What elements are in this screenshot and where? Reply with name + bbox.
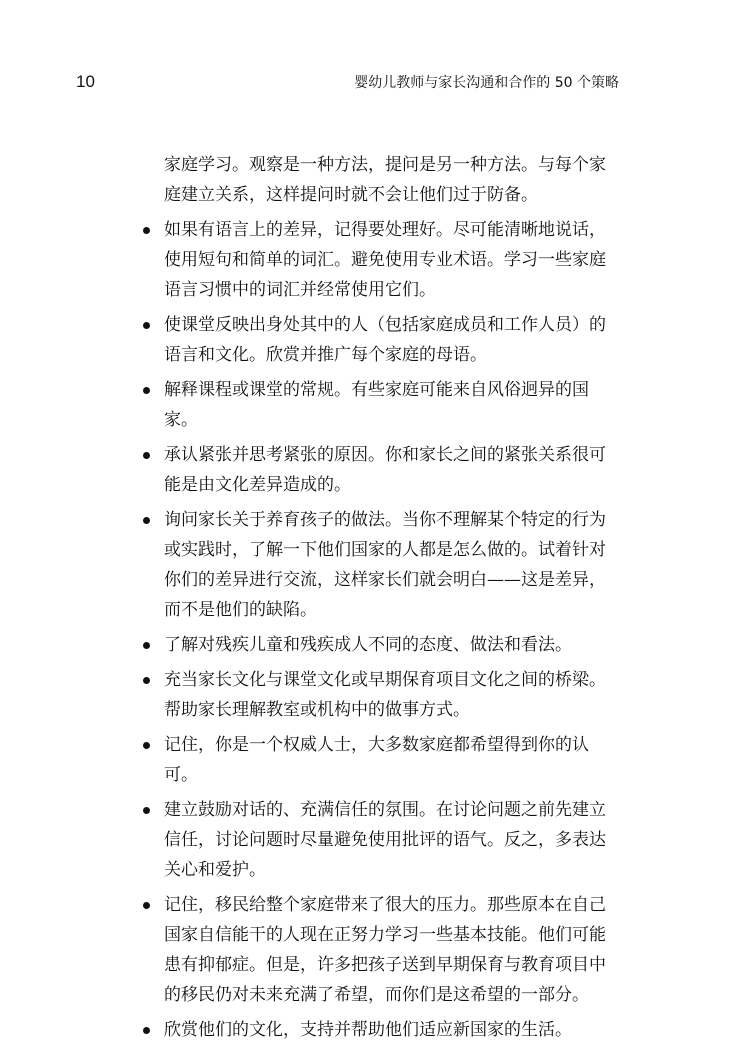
bullet-icon — [143, 517, 150, 524]
continued-paragraph: 家庭学习。观察是一种方法，提问是另一种方法。与每个家庭建立关系，这样提问时就不会让他们过于防备。 — [164, 155, 606, 205]
list-item-text: 记住，移民给整个家庭带来了很大的压力。那些原本在自己国家自信能干的人现在正努力学习一些基本技能。他们可能患有抑郁症。但是，许多把孩子送到早期保育与教育项目中的移民仍对未来充满了希望，而你们是这希望的一部分。 — [164, 895, 606, 1005]
list-item — [140, 730, 618, 790]
list-item-text: 欣赏他们的文化，支持并帮助他们适应新国家的生活。 — [164, 1020, 572, 1040]
list-item-text: 解释课程或课堂的常规。有些家庭可能来自风俗迥异的国家。 — [164, 380, 589, 430]
list-item-text: 承认紧张并思考紧张的原因。你和家长之间的紧张关系很可能是由文化差异造成的。 — [164, 445, 606, 495]
bullet-icon — [143, 807, 150, 814]
list-item-text: 充当家长文化与课堂文化或早期保育项目文化之间的桥梁。帮助家长理解教室或机构中的做事方式。 — [164, 670, 606, 720]
list-item — [140, 795, 618, 885]
list-item — [140, 440, 618, 500]
bullet-icon — [143, 227, 150, 234]
list-item — [140, 630, 618, 660]
list-item — [140, 1015, 618, 1045]
strategy-list — [140, 215, 618, 1045]
list-item-text: 建立鼓励对话的、充满信任的氛围。在讨论问题之前先建立信任，讨论问题时尽量避免使用批评的语气。反之，多表达关心和爱护。 — [164, 800, 606, 880]
page-body — [140, 150, 618, 1050]
list-item-text: 如果有语言上的差异，记得要处理好。尽可能清晰地说话，使用短句和简单的词汇。避免使用专业术语。学习一些家庭语言习惯中的词汇并经常使用它们。 — [164, 220, 606, 300]
bullet-icon — [143, 902, 150, 909]
bullet-icon — [143, 387, 150, 394]
list-item — [140, 215, 618, 305]
bullet-icon — [143, 642, 150, 649]
list-item — [140, 310, 618, 370]
page-number: 10 — [76, 72, 95, 91]
bullet-icon — [143, 677, 150, 684]
bullet-icon — [143, 452, 150, 459]
bullet-icon — [143, 322, 150, 329]
list-item-text: 询问家长关于养育孩子的做法。当你不理解某个特定的行为或实践时，了解一下他们国家的人都是怎么做的。试着针对你们的差异进行交流，这样家长们就会明白——这是差异，而不是他们的缺陷。 — [164, 510, 606, 620]
running-header-title: 婴幼儿教师与家长沟通和合作的 50 个策略 — [354, 75, 619, 91]
list-item — [140, 890, 618, 1010]
list-item-text: 使课堂反映出身处其中的人（包括家庭成员和工作人员）的语言和文化。欣赏并推广每个家庭的母语。 — [164, 315, 606, 365]
list-item — [140, 505, 618, 625]
bullet-icon — [143, 742, 150, 749]
list-item-text: 记住，你是一个权威人士，大多数家庭都希望得到你的认可。 — [164, 735, 589, 785]
list-item-text: 了解对残疾儿童和残疾成人不同的态度、做法和看法。 — [164, 635, 572, 655]
list-item — [140, 665, 618, 725]
list-item — [140, 375, 618, 435]
